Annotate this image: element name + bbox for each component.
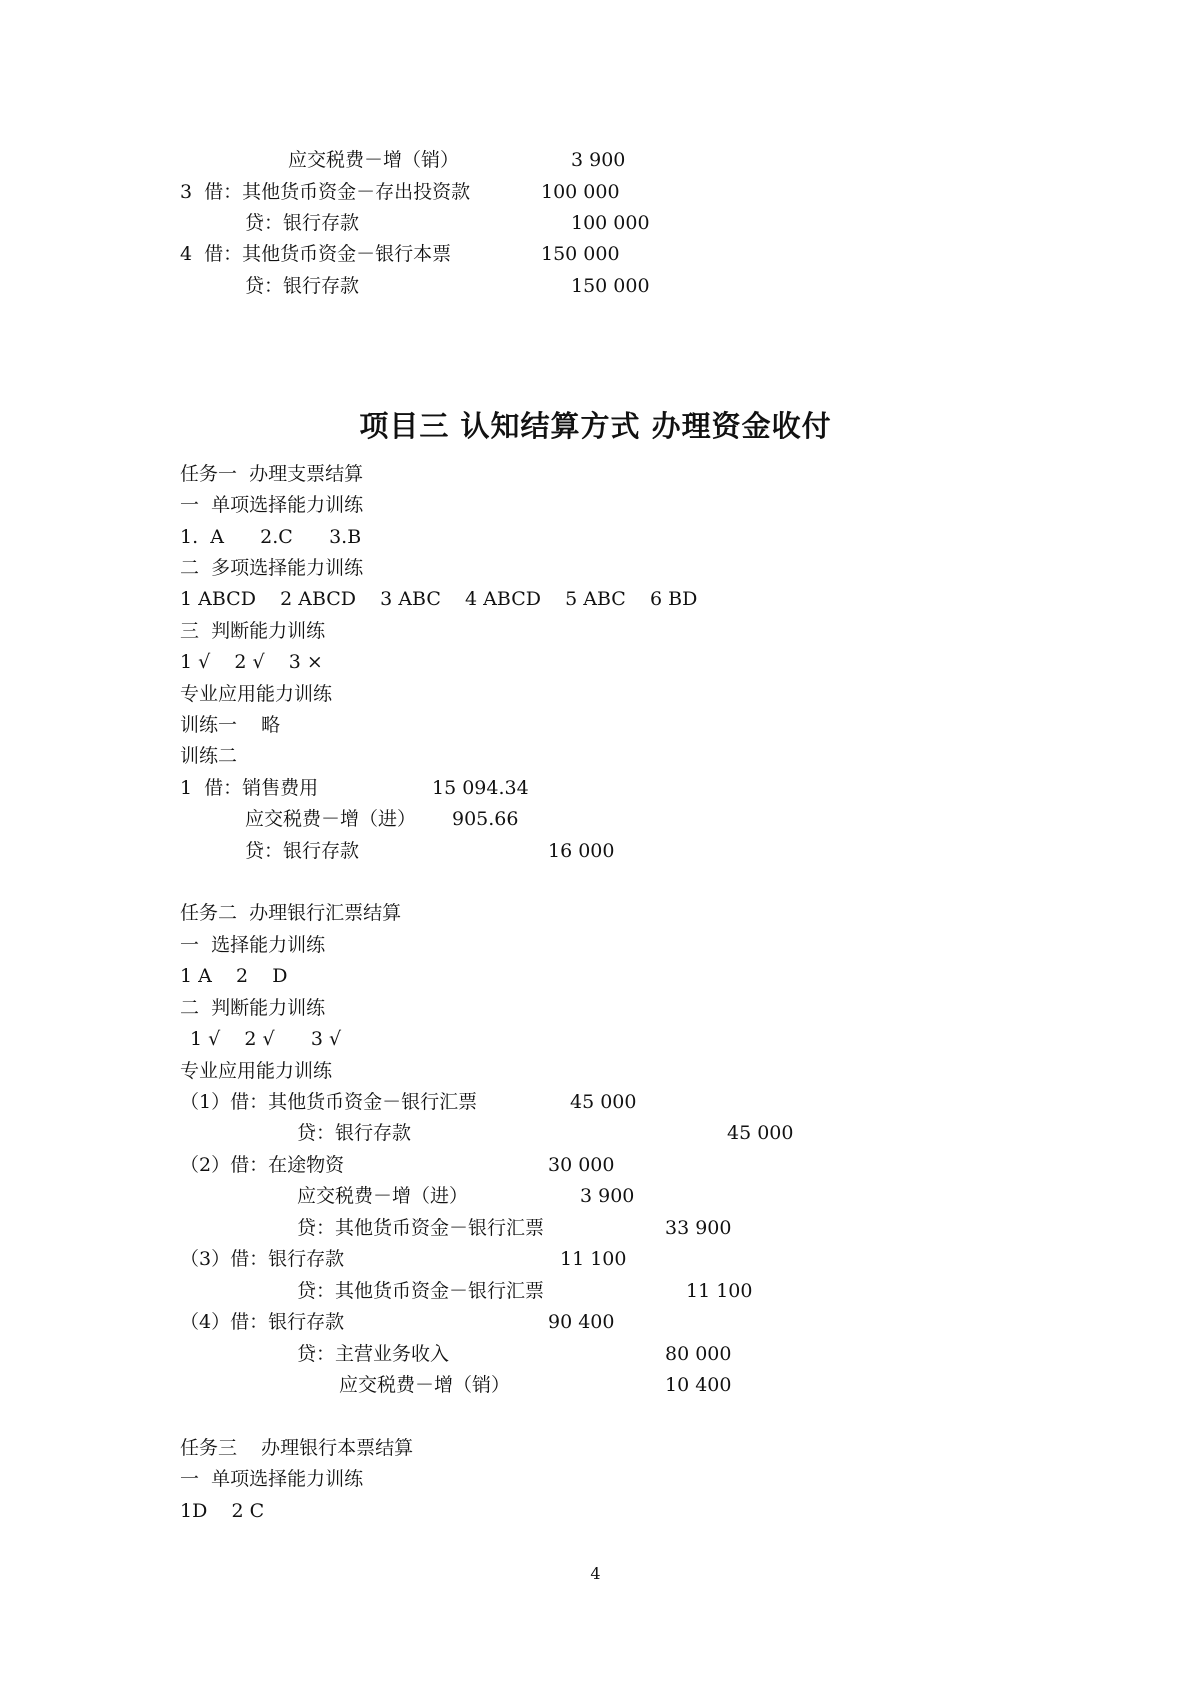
answer-line: 1D 2 C (180, 1500, 265, 1522)
entry-amount: 100 000 (571, 212, 650, 234)
entry-text: （3）借：银行存款 (180, 1248, 345, 1270)
entry-amount: 10 400 (665, 1374, 732, 1396)
entry-text: 贷：其他货币资金－银行汇票 (297, 1280, 545, 1302)
entry-amount: 3 900 (580, 1185, 635, 1207)
entry-amount: 150 000 (541, 243, 620, 265)
exercise-heading: 专业应用能力训练 (180, 683, 333, 705)
entry-text: 应交税费－增（进） (245, 808, 417, 830)
entry-text: 贷：银行存款 (245, 840, 360, 862)
training-line: 训练二 (180, 745, 238, 767)
entry-text: 应交税费－增（销） (288, 149, 460, 171)
exercise-heading: 二 多项选择能力训练 (180, 557, 364, 579)
answer-line: 1 √ 2 √ 3 × (180, 651, 323, 673)
entry-amount: 33 900 (665, 1217, 732, 1239)
entry-text: 4 借：其他货币资金－银行本票 (180, 243, 452, 265)
entry-amount: 30 000 (548, 1154, 615, 1176)
entry-text: 贷：银行存款 (245, 275, 360, 297)
entry-amount: 11 100 (686, 1280, 753, 1302)
entry-amount: 11 100 (560, 1248, 627, 1270)
task-heading: 任务二 办理银行汇票结算 (180, 902, 402, 924)
entry-text: （2）借：在途物资 (180, 1154, 345, 1176)
entry-text: 贷：主营业务收入 (297, 1343, 450, 1365)
exercise-heading: 专业应用能力训练 (180, 1060, 333, 1082)
entry-text: 1 借：销售费用 (180, 777, 319, 799)
entry-amount: 45 000 (727, 1122, 794, 1144)
entry-text: 应交税费－增（进） (297, 1185, 469, 1207)
entry-text: 应交税费－增（销） (339, 1374, 511, 1396)
answer-line: 1. A 2.C 3.B (180, 526, 362, 548)
entry-amount: 15 094.34 (432, 777, 529, 799)
task-heading: 任务一 办理支票结算 (180, 463, 364, 485)
entry-amount: 905.66 (452, 808, 519, 830)
entry-amount: 100 000 (541, 181, 620, 203)
entry-amount: 16 000 (548, 840, 615, 862)
entry-text: 3 借：其他货币资金－存出投资款 (180, 181, 471, 203)
answer-line: 1 ABCD 2 ABCD 3 ABC 4 ABCD 5 ABC 6 BD (180, 588, 698, 610)
page-number: 4 (590, 1564, 601, 1583)
task-heading: 任务三 办理银行本票结算 (180, 1437, 414, 1459)
entry-text: 贷：银行存款 (245, 212, 360, 234)
entry-amount: 80 000 (665, 1343, 732, 1365)
entry-amount: 90 400 (548, 1311, 615, 1333)
entry-text: （1）借：其他货币资金－银行汇票 (180, 1091, 478, 1113)
training-line: 训练一 略 (180, 714, 281, 736)
entry-amount: 150 000 (571, 275, 650, 297)
exercise-heading: 一 单项选择能力训练 (180, 1468, 364, 1490)
section-title: 项目三 认知结算方式 办理资金收付 (359, 409, 832, 443)
entry-amount: 45 000 (570, 1091, 637, 1113)
entry-text: 贷：银行存款 (297, 1122, 412, 1144)
exercise-heading: 一 单项选择能力训练 (180, 494, 364, 516)
entry-amount: 3 900 (571, 149, 626, 171)
exercise-heading: 三 判断能力训练 (180, 620, 326, 642)
exercise-heading: 二 判断能力训练 (180, 997, 326, 1019)
exercise-heading: 一 选择能力训练 (180, 934, 326, 956)
answer-line: 1 A 2 D (180, 965, 288, 987)
answer-line: 1 √ 2 √ 3 √ (190, 1028, 342, 1050)
entry-text: 贷：其他货币资金－银行汇票 (297, 1217, 545, 1239)
entry-text: （4）借：银行存款 (180, 1311, 345, 1333)
